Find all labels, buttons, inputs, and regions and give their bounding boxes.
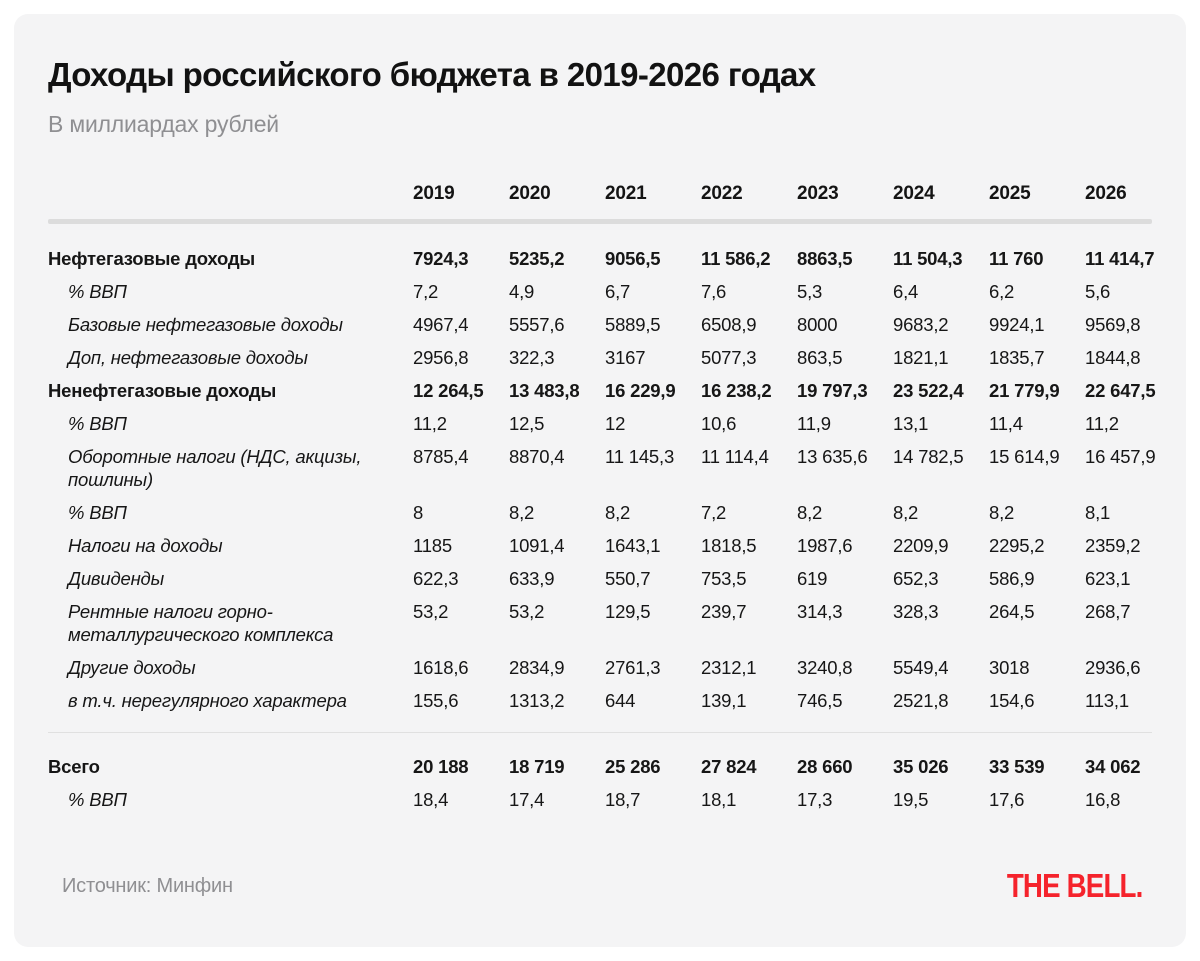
row-value: 35 026 (893, 755, 949, 777)
row-label: % ВВП (68, 412, 127, 434)
table-row (48, 308, 1152, 341)
row-value: 129,5 (605, 600, 651, 622)
row-value: 14 782,5 (893, 445, 964, 467)
table-row (48, 750, 1152, 783)
row-value: 8785,4 (413, 445, 469, 467)
table-row (48, 684, 1152, 717)
row-value: 8,2 (797, 501, 823, 523)
row-value: 7,2 (701, 501, 727, 523)
row-value: 652,3 (893, 567, 939, 589)
row-value: 2936,6 (1085, 656, 1141, 678)
row-value: 10,6 (701, 412, 737, 434)
row-value: 13,1 (893, 412, 929, 434)
row-value: 5549,4 (893, 656, 949, 678)
page-subtitle: В миллиардах рублей (48, 110, 279, 137)
row-value: 6,7 (605, 280, 631, 302)
row-value: 13 635,6 (797, 445, 868, 467)
row-value: 16 238,2 (701, 379, 772, 401)
row-value: 16,8 (1085, 788, 1121, 810)
row-value: 8,1 (1085, 501, 1111, 523)
row-value: 13 483,8 (509, 379, 580, 401)
row-value: 18 719 (509, 755, 565, 777)
row-value: 6,4 (893, 280, 919, 302)
source-note: Источник: Минфин (62, 874, 233, 897)
row-value: 322,3 (509, 346, 555, 368)
year-column-header: 2025 (989, 182, 1031, 204)
the-bell-logo: THE BELL. (1006, 867, 1142, 904)
table-row (48, 562, 1152, 595)
row-value: 328,3 (893, 600, 939, 622)
row-label: Налоги на доходы (68, 534, 223, 556)
row-value: 2312,1 (701, 656, 757, 678)
row-label: Всего (48, 755, 100, 777)
row-value: 17,6 (989, 788, 1025, 810)
row-value: 11 114,4 (701, 445, 769, 467)
row-label: Ненефтегазовые доходы (48, 379, 277, 401)
row-value: 1821,1 (893, 346, 949, 368)
table-row (48, 783, 1152, 816)
row-value: 5077,3 (701, 346, 757, 368)
row-value: 622,3 (413, 567, 459, 589)
row-value: 25 286 (605, 755, 661, 777)
year-column-header: 2026 (1085, 182, 1127, 204)
row-value: 12,5 (509, 412, 545, 434)
page-title: Доходы российского бюджета в 2019-2026 годах (48, 56, 816, 93)
row-value: 633,9 (509, 567, 555, 589)
row-value: 53,2 (413, 600, 449, 622)
table-row (48, 407, 1152, 440)
row-value: 27 824 (701, 755, 757, 777)
row-value: 23 522,4 (893, 379, 964, 401)
row-value: 11 145,3 (605, 445, 675, 467)
row-value: 5,6 (1085, 280, 1111, 302)
row-label: Доп, нефтегазовые доходы (68, 346, 308, 368)
row-value: 1643,1 (605, 534, 661, 556)
row-value: 17,3 (797, 788, 833, 810)
row-value: 314,3 (797, 600, 843, 622)
row-value: 11 414,7 (1085, 247, 1155, 269)
year-column-header: 2019 (413, 182, 455, 204)
row-value: 1185 (413, 534, 452, 556)
header-divider (48, 219, 1152, 224)
row-value: 586,9 (989, 567, 1035, 589)
row-value: 155,6 (413, 689, 459, 711)
row-value: 11 504,3 (893, 247, 963, 269)
row-value: 15 614,9 (989, 445, 1060, 467)
row-value: 8,2 (893, 501, 919, 523)
row-value: 12 264,5 (413, 379, 484, 401)
row-value: 644 (605, 689, 636, 711)
row-label: Рентные налоги горно-металлургического комплекса (68, 600, 334, 645)
row-value: 11,2 (1085, 412, 1119, 434)
row-value: 5557,6 (509, 313, 565, 335)
table-header-row (48, 178, 1152, 219)
total-divider (48, 732, 1152, 733)
year-column-header: 2024 (893, 182, 935, 204)
row-value: 11 760 (989, 247, 1044, 269)
row-value: 863,5 (797, 346, 843, 368)
row-value: 7,2 (413, 280, 439, 302)
row-value: 264,5 (989, 600, 1035, 622)
row-value: 7,6 (701, 280, 727, 302)
table-row (48, 275, 1152, 308)
row-value: 2761,3 (605, 656, 661, 678)
row-value: 1091,4 (509, 534, 565, 556)
infographic-card (14, 14, 1186, 947)
row-value: 2295,2 (989, 534, 1045, 556)
row-value: 8863,5 (797, 247, 853, 269)
footer (62, 867, 1142, 905)
row-label: Оборотные налоги (НДС, акцизы, пошлины) (68, 445, 362, 490)
row-label: Нефтегазовые доходы (48, 247, 256, 269)
row-value: 16 229,9 (605, 379, 676, 401)
row-value: 7924,3 (413, 247, 469, 269)
row-value: 12 (605, 412, 626, 434)
table-row (48, 595, 1152, 651)
year-column-header: 2023 (797, 182, 839, 204)
row-value: 1987,6 (797, 534, 853, 556)
row-label: % ВВП (68, 788, 127, 810)
row-value: 619 (797, 567, 828, 589)
row-value: 239,7 (701, 600, 747, 622)
row-value: 9924,1 (989, 313, 1045, 335)
table-body (48, 242, 1156, 717)
row-label: в т.ч. нерегулярного характера (68, 689, 347, 711)
row-label: Дивиденды (68, 567, 164, 589)
row-value: 11,9 (797, 412, 831, 434)
row-value: 2956,8 (413, 346, 469, 368)
row-value: 8,2 (509, 501, 535, 523)
row-value: 5889,5 (605, 313, 661, 335)
row-label: Другие доходы (68, 656, 196, 678)
row-value: 139,1 (701, 689, 747, 711)
row-value: 2359,2 (1085, 534, 1141, 556)
table-row (48, 341, 1152, 374)
table-row (48, 440, 1156, 496)
row-value: 20 188 (413, 755, 469, 777)
row-value: 33 539 (989, 755, 1045, 777)
year-column-header: 2021 (605, 182, 647, 204)
table-total (48, 750, 1152, 816)
row-value: 18,4 (413, 788, 449, 810)
row-label: % ВВП (68, 501, 127, 523)
row-value: 8,2 (989, 501, 1015, 523)
row-value: 21 779,9 (989, 379, 1060, 401)
row-label: Базовые нефтегазовые доходы (68, 313, 343, 335)
year-column-header: 2020 (509, 182, 551, 204)
row-value: 9056,5 (605, 247, 661, 269)
row-value: 9569,8 (1085, 313, 1141, 335)
row-value: 17,4 (509, 788, 545, 810)
row-value: 753,5 (701, 567, 747, 589)
row-value: 2209,9 (893, 534, 949, 556)
row-value: 113,1 (1085, 689, 1129, 711)
header-spacer (48, 178, 413, 196)
row-value: 1618,6 (413, 656, 469, 678)
row-value: 9683,2 (893, 313, 949, 335)
row-value: 8000 (797, 313, 838, 335)
row-value: 2834,9 (509, 656, 565, 678)
row-value: 8,2 (605, 501, 631, 523)
row-value: 11,2 (413, 412, 447, 434)
row-value: 5,3 (797, 280, 823, 302)
row-value: 2521,8 (893, 689, 949, 711)
table-row (48, 651, 1152, 684)
row-value: 5235,2 (509, 247, 565, 269)
row-value: 19,5 (893, 788, 929, 810)
year-column-header: 2022 (701, 182, 743, 204)
row-value: 550,7 (605, 567, 651, 589)
row-value: 8 (413, 501, 424, 523)
table-row (48, 529, 1152, 562)
row-value: 16 457,9 (1085, 445, 1156, 467)
row-value: 4967,4 (413, 313, 469, 335)
row-value: 18,7 (605, 788, 641, 810)
budget-table (48, 178, 1156, 816)
row-value: 1835,7 (989, 346, 1045, 368)
row-value: 4,9 (509, 280, 535, 302)
row-value: 11,4 (989, 412, 1023, 434)
row-value: 34 062 (1085, 755, 1141, 777)
row-value: 19 797,3 (797, 379, 868, 401)
row-value: 3018 (989, 656, 1030, 678)
row-value: 22 647,5 (1085, 379, 1156, 401)
row-value: 3240,8 (797, 656, 853, 678)
row-value: 53,2 (509, 600, 545, 622)
row-value: 1313,2 (509, 689, 565, 711)
row-value: 1818,5 (701, 534, 757, 556)
row-value: 6,2 (989, 280, 1015, 302)
row-value: 8870,4 (509, 445, 565, 467)
row-value: 268,7 (1085, 600, 1131, 622)
row-value: 1844,8 (1085, 346, 1141, 368)
table-row (48, 496, 1152, 529)
row-value: 28 660 (797, 755, 853, 777)
table-row (48, 374, 1156, 407)
row-value: 18,1 (701, 788, 737, 810)
row-value: 11 586,2 (701, 247, 771, 269)
row-value: 3167 (605, 346, 646, 368)
row-value: 154,6 (989, 689, 1035, 711)
row-value: 6508,9 (701, 313, 757, 335)
row-value: 746,5 (797, 689, 843, 711)
row-value: 623,1 (1085, 567, 1131, 589)
row-label: % ВВП (68, 280, 127, 302)
table-row (48, 242, 1155, 275)
